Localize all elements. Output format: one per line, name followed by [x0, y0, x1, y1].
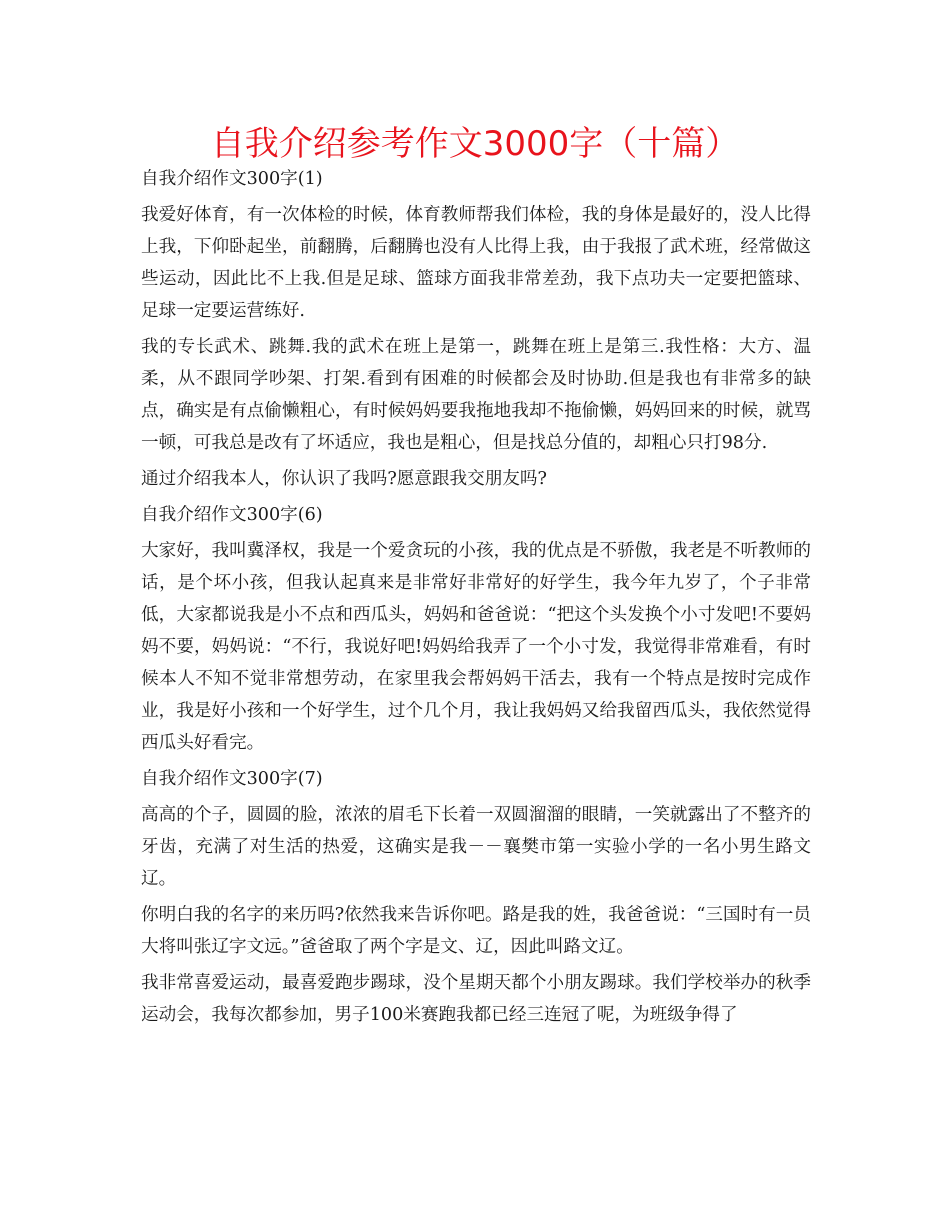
body-paragraph: 高高的个子，圆圆的脸，浓浓的眉毛下长着一双圆溜溜的眼睛，一笑就露出了不整齐的牙齿，充满了对生活的热爱，这确实是我－－襄樊市第一实验小学的一名小男生路文辽。: [141, 805, 811, 889]
body-paragraph: 大家好，我叫冀泽权，我是一个爱贪玩的小孩，我的优点是不骄傲，我老是不听教师的话，是个坏小孩，但我认起真来是非常好非常好的好学生，我今年九岁了，个子非常低，大家都说我是小不点和西瓜头，妈妈和爸爸说：“把这个头发换个小寸发吧!不要妈妈不要，妈妈说：“不行，我说好吧!妈妈给我弄了一个小寸发，我觉得非常难看，有时候本人不知不觉非常想劳动，在家里我会帮妈妈干活去，我有一个特点是按时完成作业，我是好小孩和一个好学生，过个几个月，我让我妈妈又给我留西瓜头，我依然觉得西瓜头好看完。: [141, 541, 811, 753]
body-paragraph: 你明白我的名字的来历吗?依然我来告诉你吧。路是我的姓，我爸爸说：“三国时有一员大将叫张辽字文远。”爸爸取了两个字是文、辽，因此叫路文辽。: [141, 905, 811, 957]
section-heading: 自我介绍作文300字(6): [141, 505, 323, 525]
section-heading: 自我介绍作文300字(7): [141, 769, 323, 789]
body-paragraph: 我的专长武术、跳舞.我的武术在班上是第一，跳舞在班上是第三.我性格：大方、温柔，从不跟同学吵架、打架.看到有困难的时候都会及时协助.但是我也有非常多的缺点，确实是有点偷懒粗心，有时候妈妈要我拖地我却不拖偷懒，妈妈回来的时候，就骂一顿，可我总是改有了坏适应，我也是粗心，但是找总分值的，却粗心只打98分.: [141, 337, 811, 453]
body-paragraph: 通过介绍我本人，你认识了我吗?愿意跟我交朋友吗?: [141, 469, 547, 489]
document-title: 自我介绍参考作文3000字（十篇）: [210, 124, 740, 164]
body-paragraph: 我非常喜爱运动，最喜爱跑步踢球，没个星期天都个小朋友踢球。我们学校举办的秋季运动会，我每次都参加，男子100米赛跑我都已经三连冠了呢，为班级争得了: [141, 973, 811, 1025]
document-body: [141, 163, 811, 1035]
body-paragraph: 我爱好体育，有一次体检的时候，体育教师帮我们体检，我的身体是最好的，没人比得上我，下仰卧起坐，前翻腾，后翻腾也没有人比得上我，由于我报了武术班，经常做这些运动，因此比不上我.但是足球、篮球方面我非常差劲，我下点功夫一定要把篮球、足球一定要运营练好.: [141, 205, 811, 321]
section-heading: 自我介绍作文300字(1): [141, 169, 323, 189]
